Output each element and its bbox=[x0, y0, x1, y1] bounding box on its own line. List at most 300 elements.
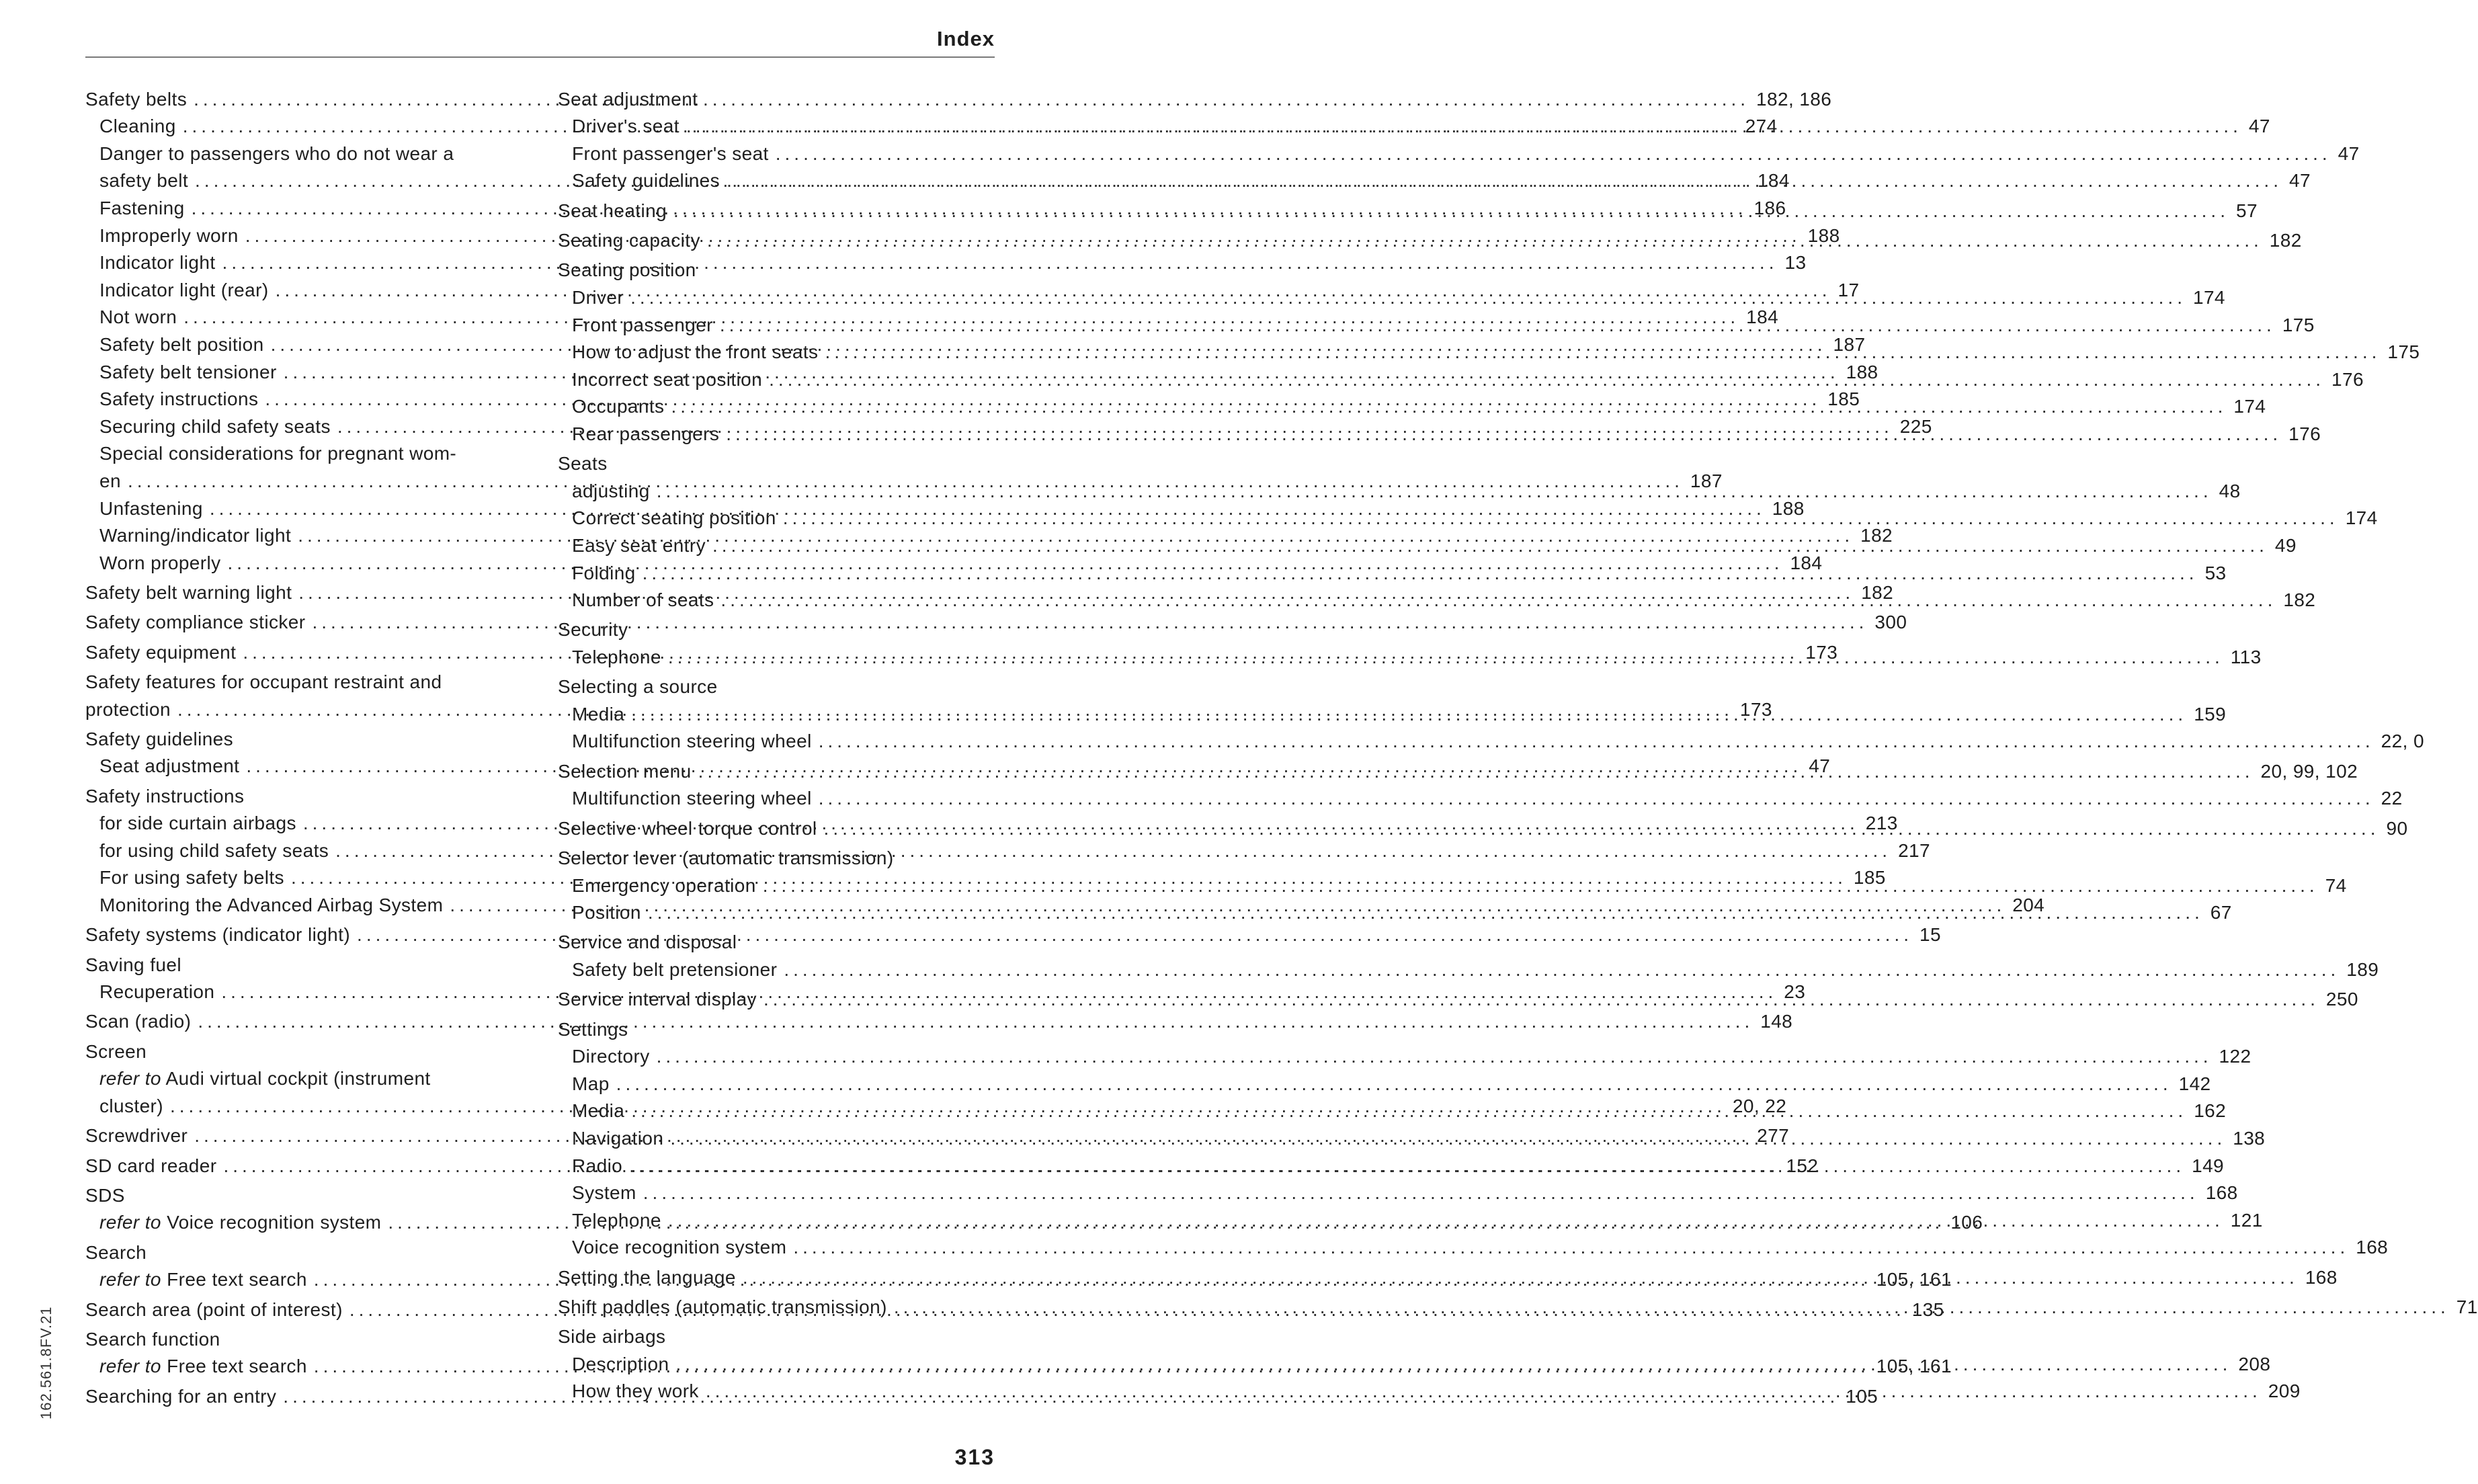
entry-text bbox=[572, 728, 812, 755]
page-reference: 176 bbox=[2331, 368, 2364, 390]
entry-label: Search area (point of interest) bbox=[85, 1298, 343, 1320]
entry-text bbox=[99, 277, 269, 304]
page-reference: 274 bbox=[1745, 116, 1778, 137]
page-reference: 142 bbox=[2178, 1073, 2211, 1094]
leader-dots bbox=[673, 198, 2229, 225]
entry-text bbox=[99, 195, 185, 222]
leader-dots bbox=[720, 312, 2276, 339]
entry-label: How to adjust the front seats bbox=[572, 341, 819, 363]
entry-label: Cleaning bbox=[99, 116, 176, 137]
entry-label: Voice recognition system bbox=[572, 1237, 787, 1258]
leader-dots bbox=[743, 1264, 2299, 1292]
page-reference: 185 bbox=[1853, 867, 1886, 889]
header-rule bbox=[85, 56, 995, 58]
entry-text bbox=[558, 929, 737, 956]
entry-label: Voice recognition system bbox=[167, 1212, 382, 1233]
entry-label: Danger to passengers who do not wear a bbox=[99, 142, 454, 164]
entry-heading bbox=[558, 1016, 995, 1044]
entry-text bbox=[85, 579, 292, 607]
entry-text bbox=[99, 222, 239, 250]
entry-text bbox=[99, 304, 177, 331]
entry-label: Shift paddles (automatic transmission) bbox=[558, 1296, 887, 1317]
entry-text bbox=[99, 1266, 307, 1294]
leader-dots bbox=[763, 872, 2319, 900]
page-reference: 121 bbox=[2230, 1209, 2263, 1231]
entry-text bbox=[99, 140, 454, 168]
leader-dots bbox=[648, 899, 2204, 927]
entry-label: Multifunction steering wheel bbox=[572, 788, 812, 809]
leader-dots bbox=[631, 701, 2187, 729]
page-reference: 57 bbox=[2235, 200, 2258, 221]
page-reference: 47 bbox=[2338, 142, 2360, 164]
entry-label: Safety instructions bbox=[85, 785, 245, 807]
entry-text bbox=[99, 495, 203, 523]
entry-text bbox=[558, 1016, 628, 1044]
entry-text bbox=[85, 1296, 343, 1324]
entry-heading bbox=[85, 1326, 522, 1354]
entry-text bbox=[99, 359, 277, 386]
entry-label: Screwdriver bbox=[85, 1125, 188, 1147]
entry-label: Searching for an entry bbox=[85, 1385, 277, 1407]
entry-heading bbox=[85, 783, 522, 811]
entry-text bbox=[85, 1008, 191, 1036]
page-reference: 135 bbox=[1911, 1298, 1944, 1320]
entry-text bbox=[99, 440, 456, 468]
entry-text bbox=[99, 892, 443, 919]
entry-label: Safety belt pretensioner bbox=[572, 958, 778, 980]
leader-dots bbox=[784, 956, 2340, 984]
page-reference: 162 bbox=[2194, 1100, 2227, 1122]
entry-text bbox=[99, 331, 264, 359]
entry-text bbox=[558, 86, 698, 114]
leader-dots bbox=[668, 644, 2224, 671]
entry-label: Telephone bbox=[572, 1209, 661, 1231]
entry-text bbox=[572, 587, 714, 614]
leader-dots bbox=[671, 393, 2227, 421]
entry-label: safety belt bbox=[99, 170, 189, 192]
entry-text bbox=[85, 726, 233, 753]
entry-text bbox=[558, 198, 667, 225]
entry-label: Worn properly bbox=[99, 552, 221, 573]
entry-label: Safety belt warning light bbox=[85, 582, 292, 604]
page-reference: 182 bbox=[1861, 582, 1894, 604]
page-reference: 168 bbox=[2356, 1237, 2389, 1258]
page-reference: 189 bbox=[2346, 958, 2379, 980]
entry-text bbox=[572, 167, 720, 195]
leader-dots bbox=[657, 478, 2213, 505]
entry-text bbox=[99, 753, 239, 780]
page-reference: 168 bbox=[2205, 1182, 2238, 1204]
page-reference: 174 bbox=[2233, 396, 2266, 417]
entry-text bbox=[99, 550, 221, 577]
entry-text bbox=[85, 952, 181, 979]
entry-label: SD card reader bbox=[85, 1155, 217, 1176]
page-reference: 213 bbox=[1865, 813, 1898, 834]
entry-text bbox=[572, 872, 756, 900]
entry-text bbox=[572, 560, 636, 587]
page-reference: 138 bbox=[2233, 1127, 2266, 1149]
document-code: 162.561.8FV.21 bbox=[38, 1306, 54, 1419]
entry-label: Audi virtual cockpit (instrument bbox=[165, 1068, 431, 1089]
entry-label: for side curtain airbags bbox=[99, 813, 296, 834]
page-reference: 174 bbox=[2192, 286, 2225, 308]
page-reference: 176 bbox=[2288, 423, 2321, 444]
entry-text bbox=[99, 249, 216, 277]
entry-label: Indicator light (rear) bbox=[99, 279, 269, 300]
leader-dots bbox=[783, 505, 2339, 532]
entry-label: Screen bbox=[85, 1040, 147, 1062]
page-reference: 148 bbox=[1760, 1011, 1793, 1032]
entry-text bbox=[558, 257, 696, 284]
leader-dots bbox=[668, 1207, 2224, 1235]
entry-label: Selector lever (automatic transmission) bbox=[558, 847, 894, 868]
page-reference: 173 bbox=[1805, 641, 1838, 663]
entry-text bbox=[572, 284, 624, 312]
entry-text bbox=[558, 1323, 665, 1351]
entry-label: Safety equipment bbox=[85, 641, 237, 663]
entry-text bbox=[572, 1351, 669, 1378]
entry-label: Safety systems (indicator light) bbox=[85, 924, 351, 946]
leader-dots bbox=[776, 140, 2331, 168]
leader-dots bbox=[894, 1294, 2450, 1321]
entry-text bbox=[572, 393, 664, 421]
entry-label: Search bbox=[85, 1241, 147, 1263]
entry-label: adjusting bbox=[572, 480, 650, 501]
entry-heading bbox=[85, 1182, 522, 1210]
entry-label: Side airbags bbox=[558, 1326, 666, 1348]
entry-text bbox=[572, 1043, 650, 1071]
entry-text bbox=[558, 673, 718, 701]
entry-heading-line bbox=[85, 669, 522, 696]
entry-text bbox=[99, 864, 284, 892]
page-reference: 187 bbox=[1690, 470, 1723, 491]
entry-label: Selecting a source bbox=[558, 676, 718, 698]
page-reference: 113 bbox=[2230, 647, 2262, 667]
entry-text bbox=[85, 639, 236, 667]
subentry bbox=[558, 1071, 2211, 1098]
page-reference: 13 bbox=[1784, 252, 1807, 274]
page-reference: 49 bbox=[2274, 534, 2297, 556]
entry-label: Scan (radio) bbox=[85, 1011, 192, 1032]
entry-label: Easy seat entry bbox=[572, 534, 706, 556]
entry-label: Saving fuel bbox=[85, 954, 181, 975]
entry-text bbox=[572, 956, 777, 984]
page-reference: 175 bbox=[2282, 314, 2315, 335]
entry-label: Seat heating bbox=[558, 200, 667, 221]
page-header-title: Index bbox=[937, 27, 995, 50]
entry-label: Incorrect seat position bbox=[572, 368, 763, 390]
entry-label: Emergency operation bbox=[572, 874, 756, 896]
entry-label: Service and disposal bbox=[558, 932, 737, 953]
entry-text bbox=[572, 113, 679, 140]
entry-label: Selection menu bbox=[558, 760, 692, 782]
subentry-list bbox=[558, 785, 2403, 813]
entry-text bbox=[99, 386, 258, 413]
entry-text bbox=[572, 1153, 622, 1180]
page-reference: 47 bbox=[2248, 116, 2270, 137]
entry-label: Multifunction steering wheel bbox=[572, 731, 812, 752]
entry-text bbox=[558, 227, 700, 255]
subentry bbox=[558, 587, 2316, 614]
entry-label: Front passenger's seat bbox=[572, 142, 769, 164]
entry-text bbox=[99, 810, 296, 837]
page-reference: 182 bbox=[2269, 230, 2302, 251]
page-reference: 106 bbox=[1950, 1212, 1983, 1233]
entry-label: Position bbox=[572, 902, 641, 923]
subentry bbox=[558, 1043, 2252, 1071]
entry-text bbox=[99, 837, 329, 865]
entry-text bbox=[572, 1125, 663, 1153]
subentry bbox=[558, 1234, 2389, 1262]
leader-dots bbox=[630, 284, 2186, 312]
page-reference: 74 bbox=[2325, 874, 2347, 896]
entry-label: Improperly worn bbox=[99, 224, 239, 246]
entry-text bbox=[99, 1093, 163, 1120]
leader-dots bbox=[824, 815, 2380, 843]
entry-label: Safety belt position bbox=[99, 334, 264, 356]
entry-text bbox=[99, 522, 291, 550]
entry-text bbox=[572, 785, 812, 813]
entry-text bbox=[572, 1378, 699, 1405]
entry-label: cluster) bbox=[99, 1095, 163, 1116]
subentry-list bbox=[558, 956, 2379, 984]
entry-heading bbox=[558, 845, 995, 872]
entry-text bbox=[85, 1182, 125, 1210]
leader-dots bbox=[643, 560, 2198, 587]
page-reference: 48 bbox=[2219, 480, 2241, 501]
subentry bbox=[558, 284, 2225, 312]
entry-text bbox=[99, 413, 331, 441]
page-reference: 47 bbox=[2288, 170, 2311, 192]
leader-dots bbox=[726, 421, 2282, 448]
entry-label: Safety compliance sticker bbox=[85, 612, 306, 633]
entry-heading bbox=[558, 450, 995, 478]
page-reference: 182 bbox=[2283, 589, 2316, 611]
page-reference: 204 bbox=[2012, 895, 2045, 916]
entry-label: Monitoring the Advanced Airbag System bbox=[99, 895, 444, 916]
page-reference: 186 bbox=[1753, 198, 1786, 219]
entry-label: Setting the language bbox=[558, 1266, 736, 1288]
entry-text bbox=[85, 1326, 220, 1354]
entry-label: Seats bbox=[558, 453, 608, 475]
entry-label: Free text search bbox=[167, 1269, 307, 1290]
subentry bbox=[558, 956, 2379, 984]
entry-text bbox=[558, 845, 894, 872]
entry-text bbox=[85, 921, 350, 949]
entry-text bbox=[572, 421, 719, 448]
subentry bbox=[558, 140, 2360, 168]
entry-label: Safety features for occupant restraint and bbox=[85, 671, 442, 692]
entry-text bbox=[558, 758, 692, 786]
leader-dots bbox=[657, 1043, 2213, 1071]
entry-text bbox=[572, 899, 641, 927]
page-reference: 250 bbox=[2325, 989, 2358, 1010]
entry-text bbox=[99, 113, 176, 140]
entry-text bbox=[572, 312, 713, 339]
entry-label: Rear passengers bbox=[572, 423, 720, 444]
leader-dots bbox=[616, 1071, 2172, 1098]
page-reference: 53 bbox=[2204, 562, 2227, 583]
entry-heading bbox=[558, 673, 995, 701]
entry-text bbox=[572, 478, 650, 505]
page-reference: 300 bbox=[1874, 612, 1907, 633]
page-reference: 182, 186 bbox=[1756, 88, 1832, 110]
entry-text bbox=[572, 1207, 661, 1235]
page-reference: 209 bbox=[2268, 1380, 2301, 1402]
entry-label: Navigation bbox=[572, 1127, 664, 1149]
entry-label: SDS bbox=[85, 1184, 125, 1206]
entry-label: Search function bbox=[85, 1328, 220, 1350]
entry-label: Safety belt tensioner bbox=[99, 361, 277, 382]
page-reference: 175 bbox=[2387, 341, 2420, 363]
entry-label: Folding bbox=[572, 562, 636, 583]
entry-text bbox=[558, 1264, 736, 1292]
leader-dots bbox=[819, 785, 2374, 813]
entry-text bbox=[572, 1071, 610, 1098]
entry-text bbox=[85, 1038, 147, 1066]
entry-text bbox=[99, 979, 214, 1006]
leader-dots bbox=[819, 728, 2374, 755]
leader-dots bbox=[631, 1098, 2187, 1125]
entry-text bbox=[558, 815, 817, 843]
entry-label: Seating position bbox=[558, 259, 696, 281]
entry-heading bbox=[558, 257, 995, 284]
entry-label: Free text search bbox=[167, 1356, 307, 1377]
leader-dots bbox=[720, 587, 2276, 614]
entry-heading bbox=[85, 952, 522, 979]
entry-text bbox=[85, 783, 244, 811]
cross-reference-prefix: refer to bbox=[99, 1356, 161, 1377]
entry-label: Service interval display bbox=[558, 989, 757, 1010]
entry-text bbox=[85, 86, 187, 114]
entry-text bbox=[572, 701, 624, 729]
entry-label: Selective wheel torque control bbox=[558, 817, 817, 839]
entry-heading bbox=[85, 1239, 522, 1267]
leader-dots bbox=[712, 532, 2268, 560]
page-reference: 22, 0 bbox=[2381, 731, 2424, 752]
page-reference: 47 bbox=[1809, 755, 1831, 777]
page-reference: 187 bbox=[1833, 334, 1866, 356]
entry-label: How they work bbox=[572, 1380, 699, 1402]
page-reference: 188 bbox=[1772, 497, 1805, 519]
leader-dots bbox=[629, 1153, 2185, 1180]
page-reference: 173 bbox=[1739, 698, 1772, 720]
entry-label: Correct seating position bbox=[572, 507, 776, 529]
entry-heading bbox=[558, 1323, 995, 1351]
entry-text bbox=[558, 986, 757, 1014]
page-reference: 188 bbox=[1846, 361, 1878, 382]
leader-dots bbox=[793, 1234, 2349, 1262]
cross-reference-prefix: refer to bbox=[99, 1068, 161, 1089]
entry-text bbox=[85, 669, 442, 696]
entry-label: For using safety belts bbox=[99, 867, 284, 889]
leader-dots bbox=[769, 366, 2325, 394]
page-reference: 277 bbox=[1757, 1125, 1790, 1147]
subentry bbox=[558, 1180, 2238, 1207]
page-reference: 188 bbox=[1807, 224, 1840, 246]
entry-text bbox=[85, 1153, 216, 1180]
entry-text bbox=[572, 505, 776, 532]
page-reference: 152 bbox=[1786, 1155, 1819, 1176]
page-reference: 208 bbox=[2238, 1353, 2271, 1374]
entry-text bbox=[572, 140, 769, 168]
entry-label: Recuperation bbox=[99, 981, 215, 1003]
page-reference: 184 bbox=[1790, 552, 1823, 573]
entry-label: Directory bbox=[572, 1046, 650, 1067]
page-reference: 217 bbox=[1898, 839, 1930, 861]
page-reference: 182 bbox=[1860, 525, 1893, 546]
page-reference: 168 bbox=[2305, 1266, 2338, 1288]
page-reference: 225 bbox=[1899, 415, 1932, 437]
entry-heading bbox=[85, 726, 522, 753]
entry-label: Unfastening bbox=[99, 497, 203, 519]
entry-label: Security bbox=[558, 619, 628, 641]
entry-text bbox=[99, 167, 188, 195]
leader-dots bbox=[825, 339, 2381, 366]
page-reference: 174 bbox=[2345, 507, 2378, 529]
entry-text bbox=[558, 1294, 887, 1321]
entry-text bbox=[558, 450, 608, 478]
entry-label: Front passenger bbox=[572, 314, 713, 335]
entry-label: Seating capacity bbox=[558, 230, 700, 251]
page-reference: 71 bbox=[2456, 1296, 2478, 1317]
page-reference: 105, 161 bbox=[1876, 1356, 1952, 1377]
entry-heading bbox=[558, 929, 995, 956]
entry-label: Media bbox=[572, 703, 625, 725]
entry-label: Radio bbox=[572, 1155, 623, 1176]
page-reference: 105 bbox=[1846, 1385, 1878, 1407]
page-reference: 67 bbox=[2210, 902, 2232, 923]
subentry-line bbox=[85, 1065, 522, 1093]
entry-label: Seat adjustment bbox=[99, 755, 240, 777]
entry-text bbox=[572, 644, 661, 671]
page-reference: 20, 99, 102 bbox=[2260, 760, 2358, 782]
entry-text bbox=[572, 366, 762, 394]
leader-dots bbox=[763, 986, 2319, 1014]
entry-text bbox=[572, 339, 818, 366]
entry-label: Not worn bbox=[99, 306, 177, 328]
entry-label: Indicator light bbox=[99, 252, 216, 274]
entry-label: Telephone bbox=[572, 647, 661, 667]
leader-dots bbox=[675, 1351, 2231, 1378]
entry-label: Safety guidelines bbox=[572, 170, 720, 192]
entry-text bbox=[558, 616, 628, 644]
entry-label: en bbox=[99, 470, 121, 491]
entry-text bbox=[572, 532, 706, 560]
entry-label: Settings bbox=[558, 1018, 628, 1040]
entry-label: protection bbox=[85, 698, 171, 720]
entry-label: Media bbox=[572, 1100, 625, 1122]
cross-reference-prefix: refer to bbox=[99, 1212, 161, 1233]
leader-dots bbox=[707, 227, 2263, 255]
entry-text bbox=[85, 1383, 276, 1411]
page-reference: 20, 22 bbox=[1732, 1095, 1787, 1116]
entry-text bbox=[572, 1234, 786, 1262]
entry-label: Seat adjustment bbox=[558, 88, 698, 110]
page-reference: 122 bbox=[2219, 1046, 2252, 1067]
page-reference: 17 bbox=[1837, 279, 1860, 300]
leader-dots bbox=[643, 1180, 2199, 1207]
entry-label: Occupants bbox=[572, 396, 665, 417]
entry-text bbox=[99, 1353, 307, 1380]
entry-text bbox=[99, 1065, 431, 1093]
subentry-line bbox=[85, 440, 522, 468]
leader-dots bbox=[698, 758, 2254, 786]
subentry bbox=[558, 785, 2403, 813]
page-reference: 159 bbox=[2194, 703, 2227, 725]
entry-text bbox=[572, 1180, 636, 1207]
entry-text bbox=[99, 1209, 381, 1237]
